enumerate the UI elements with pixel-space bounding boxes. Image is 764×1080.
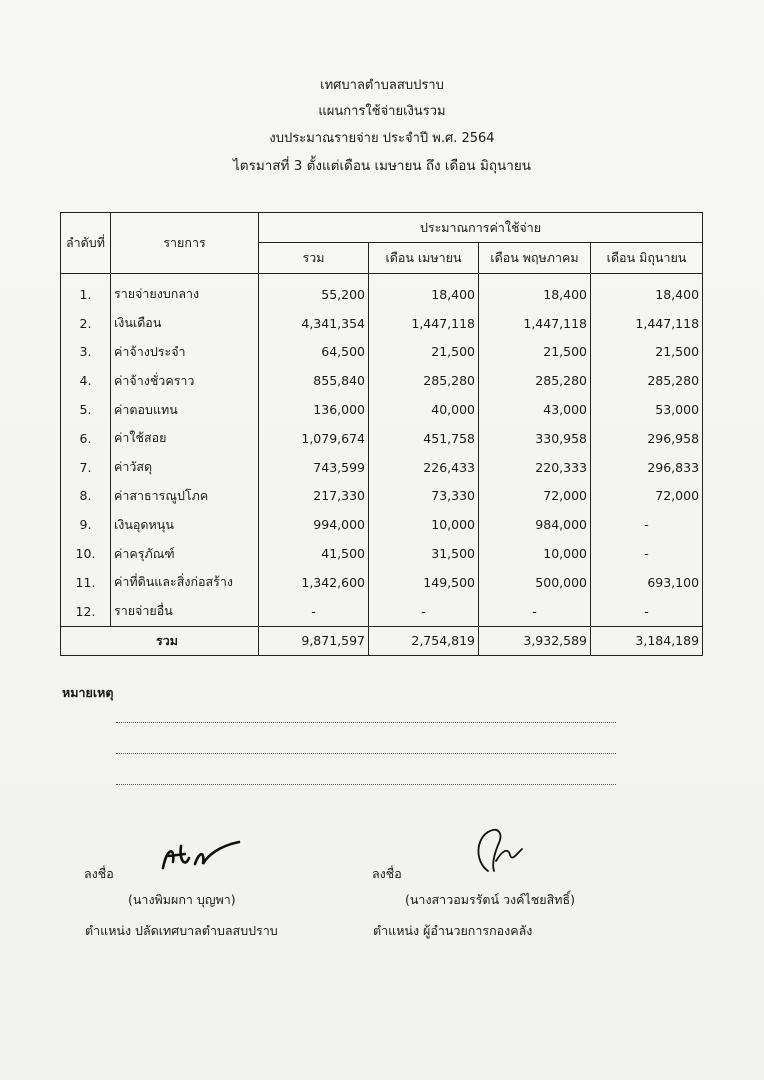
row-item: ค่าที่ดินและสิ่งก่อสร้าง bbox=[111, 568, 259, 597]
col-header-june: เดือน มิถุนายน bbox=[591, 243, 703, 274]
row-number: 3. bbox=[61, 338, 111, 367]
row-number: 2. bbox=[61, 309, 111, 338]
row-june: 21,500 bbox=[591, 338, 703, 367]
sum-row bbox=[61, 626, 703, 655]
row-total: 743,599 bbox=[259, 453, 369, 482]
row-item: ค่าตอบแทน bbox=[111, 395, 259, 424]
table-row bbox=[61, 366, 703, 395]
row-total: 55,200 bbox=[259, 274, 369, 309]
row-may: 21,500 bbox=[479, 338, 591, 367]
row-june: 18,400 bbox=[591, 274, 703, 309]
row-number: 4. bbox=[61, 366, 111, 395]
table-row bbox=[61, 424, 703, 453]
row-total: 1,079,674 bbox=[259, 424, 369, 453]
row-total: 41,500 bbox=[259, 539, 369, 568]
row-number: 11. bbox=[61, 568, 111, 597]
sum-total: 9,871,597 bbox=[259, 626, 369, 655]
row-may: 18,400 bbox=[479, 274, 591, 309]
row-april: 73,330 bbox=[369, 482, 479, 511]
row-item: ค่าจ้างประจำ bbox=[111, 338, 259, 367]
row-total: 855,840 bbox=[259, 366, 369, 395]
table-row bbox=[61, 568, 703, 597]
sum-june: 3,184,189 bbox=[591, 626, 703, 655]
row-item: รายจ่ายงบกลาง bbox=[111, 274, 259, 309]
row-june: 296,958 bbox=[591, 424, 703, 453]
col-header-no: ลำดับที่ bbox=[61, 213, 111, 274]
row-june: 1,447,118 bbox=[591, 309, 703, 338]
row-may: 72,000 bbox=[479, 482, 591, 511]
table-row bbox=[61, 274, 703, 309]
row-june: - bbox=[591, 510, 703, 539]
row-june: 53,000 bbox=[591, 395, 703, 424]
table-row bbox=[61, 510, 703, 539]
row-may: 220,333 bbox=[479, 453, 591, 482]
row-number: 6. bbox=[61, 424, 111, 453]
row-number: 5. bbox=[61, 395, 111, 424]
row-may: 1,447,118 bbox=[479, 309, 591, 338]
row-april: 21,500 bbox=[369, 338, 479, 367]
row-may: 330,958 bbox=[479, 424, 591, 453]
row-april: - bbox=[369, 597, 479, 626]
row-april: 10,000 bbox=[369, 510, 479, 539]
table-row bbox=[61, 338, 703, 367]
row-june: 285,280 bbox=[591, 366, 703, 395]
row-total: 136,000 bbox=[259, 395, 369, 424]
sum-may: 3,932,589 bbox=[479, 626, 591, 655]
row-april: 226,433 bbox=[369, 453, 479, 482]
table-row bbox=[61, 309, 703, 338]
row-item: ค่าจ้างชั่วคราว bbox=[111, 366, 259, 395]
row-total: 994,000 bbox=[259, 510, 369, 539]
row-may: 984,000 bbox=[479, 510, 591, 539]
budget-year: งบประมาณรายจ่าย ประจำปี พ.ศ. 2564 bbox=[269, 131, 495, 146]
row-april: 31,500 bbox=[369, 539, 479, 568]
table-row bbox=[61, 539, 703, 568]
org-name: เทศบาลตำบลสบปราบ bbox=[320, 78, 444, 93]
row-total: 217,330 bbox=[259, 482, 369, 511]
sign-label-left: ลงชื่อ bbox=[84, 866, 114, 881]
row-may: 43,000 bbox=[479, 395, 591, 424]
row-item: ค่าสาธารณูปโภค bbox=[111, 482, 259, 511]
table-row bbox=[61, 482, 703, 511]
col-header-april: เดือน เมษายน bbox=[369, 243, 479, 274]
table-row bbox=[61, 453, 703, 482]
signer-position-left: ตำแหน่ง ปลัดเทศบาลตำบลสบปราบ bbox=[85, 923, 278, 938]
sum-label: รวม bbox=[61, 626, 259, 655]
row-number: 12. bbox=[61, 597, 111, 626]
table-row bbox=[61, 395, 703, 424]
signature-right-icon bbox=[468, 825, 528, 877]
budget-table bbox=[60, 212, 703, 656]
row-item: รายจ่ายอื่น bbox=[111, 597, 259, 626]
signer-position-right: ตำแหน่ง ผู้อำนวยการกองคลัง bbox=[373, 923, 533, 938]
row-april: 18,400 bbox=[369, 274, 479, 309]
col-header-may: เดือน พฤษภาคม bbox=[479, 243, 591, 274]
row-may: - bbox=[479, 597, 591, 626]
row-april: 451,758 bbox=[369, 424, 479, 453]
row-april: 1,447,118 bbox=[369, 309, 479, 338]
sign-label-right: ลงชื่อ bbox=[372, 866, 402, 881]
row-total: 4,341,354 bbox=[259, 309, 369, 338]
row-number: 1. bbox=[61, 274, 111, 309]
row-item: ค่าใช้สอย bbox=[111, 424, 259, 453]
remark-label: หมายเหตุ bbox=[62, 685, 114, 700]
row-june: 296,833 bbox=[591, 453, 703, 482]
signer-name-right: (นางสาวอมรรัตน์ วงค์ไชยสิทธิ์) bbox=[405, 892, 575, 907]
row-june: - bbox=[591, 597, 703, 626]
sum-april: 2,754,819 bbox=[369, 626, 479, 655]
row-number: 8. bbox=[61, 482, 111, 511]
remark-line bbox=[116, 722, 616, 723]
remark-line bbox=[116, 784, 616, 785]
col-header-group: ประมาณการค่าใช้จ่าย bbox=[259, 213, 703, 243]
row-april: 40,000 bbox=[369, 395, 479, 424]
signature-left-icon bbox=[155, 838, 245, 878]
row-total: 64,500 bbox=[259, 338, 369, 367]
row-april: 149,500 bbox=[369, 568, 479, 597]
signer-name-left: (นางพิมผกา บุญพา) bbox=[128, 892, 236, 907]
row-total: - bbox=[259, 597, 369, 626]
row-june: 72,000 bbox=[591, 482, 703, 511]
col-header-total: รวม bbox=[259, 243, 369, 274]
row-number: 7. bbox=[61, 453, 111, 482]
row-may: 500,000 bbox=[479, 568, 591, 597]
col-header-item: รายการ bbox=[111, 213, 259, 274]
row-item: เงินอุดหนุน bbox=[111, 510, 259, 539]
row-item: ค่าวัสดุ bbox=[111, 453, 259, 482]
row-number: 10. bbox=[61, 539, 111, 568]
row-item: เงินเดือน bbox=[111, 309, 259, 338]
remark-line bbox=[116, 753, 616, 754]
row-june: 693,100 bbox=[591, 568, 703, 597]
plan-title: แผนการใช้จ่ายเงินรวม bbox=[318, 104, 446, 119]
row-total: 1,342,600 bbox=[259, 568, 369, 597]
table-row bbox=[61, 597, 703, 626]
row-item: ค่าครุภัณฑ์ bbox=[111, 539, 259, 568]
row-may: 10,000 bbox=[479, 539, 591, 568]
row-may: 285,280 bbox=[479, 366, 591, 395]
row-june: - bbox=[591, 539, 703, 568]
row-number: 9. bbox=[61, 510, 111, 539]
quarter-period: ไตรมาสที่ 3 ตั้งแต่เดือน เมษายน ถึง เดือน มิถุนายน bbox=[233, 158, 531, 174]
row-april: 285,280 bbox=[369, 366, 479, 395]
